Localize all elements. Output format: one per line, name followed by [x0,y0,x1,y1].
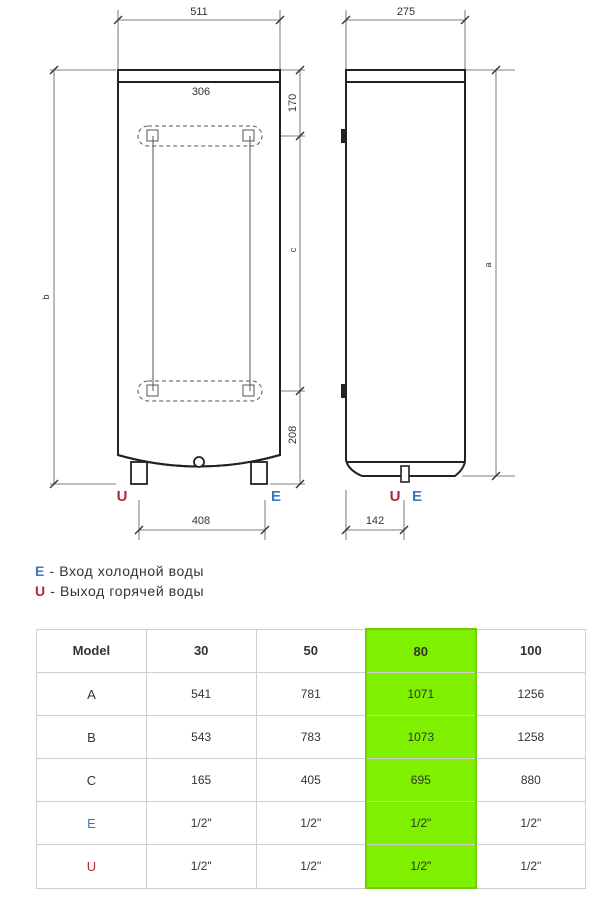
table-cell: 1/2" [476,802,586,845]
bracket-spacing-label: 306 [191,86,211,98]
legend-hot-text: - Выход горячей воды [45,583,205,599]
bracket-distance-label: c [288,247,298,253]
row-label-hot: U [37,845,147,889]
table-cell: 1258 [476,716,586,759]
legend-cold-text: - Вход холодной воды [44,563,205,579]
row-label: B [37,716,147,759]
table-cell: 783 [256,716,366,759]
header-100: 100 [476,629,586,673]
height-b-label: b [41,294,51,300]
model-dimensions-table [36,628,586,889]
cold-inlet-label-front: E [270,488,282,505]
row-label-cold: E [37,802,147,845]
table-cell: 1/2" [256,845,366,889]
table-row [37,673,586,716]
table-header-row [37,629,586,673]
header-30: 30 [146,629,256,673]
table-row [37,716,586,759]
table-cell-highlighted: 695 [366,759,476,802]
table-cell: 405 [256,759,366,802]
hot-outlet-label-front: U [116,488,128,505]
legend-cold-code: E [35,563,45,579]
table-cell: 543 [146,716,256,759]
table-cell: 1/2" [146,845,256,889]
row-label: C [37,759,147,802]
pipe-offset-label: 142 [365,515,385,527]
cold-inlet-label-side: E [411,488,423,505]
header-80: 80 [366,629,476,673]
hot-outlet-label-side: U [389,488,401,505]
table-cell: 541 [146,673,256,716]
table-cell: 1/2" [476,845,586,889]
table-cell: 1/2" [146,802,256,845]
legend-hot-water [35,583,204,599]
table-cell: 880 [476,759,586,802]
legend-hot-code: U [35,583,46,599]
legend-cold-water [35,563,204,579]
width-label: 511 [190,6,208,18]
table-cell: 1256 [476,673,586,716]
top-offset-label: 170 [287,93,299,113]
table-cell-highlighted: 1/2" [366,845,476,889]
table-cell-highlighted: 1073 [366,716,476,759]
side-view [346,70,465,482]
table-cell: 1/2" [256,802,366,845]
bottom-offset-label: 208 [287,425,299,445]
table-row [37,845,586,889]
table-cell: 781 [256,673,366,716]
height-a-label: a [483,262,493,268]
table-cell: 165 [146,759,256,802]
header-model: Model [37,629,147,673]
row-label: A [37,673,147,716]
table-cell-highlighted: 1071 [366,673,476,716]
table-row [37,759,586,802]
table-cell-highlighted: 1/2" [366,802,476,845]
header-50: 50 [256,629,366,673]
table-row [37,802,586,845]
depth-label: 275 [396,6,416,18]
front-view [118,70,280,484]
pipe-spacing-label: 408 [191,515,211,527]
